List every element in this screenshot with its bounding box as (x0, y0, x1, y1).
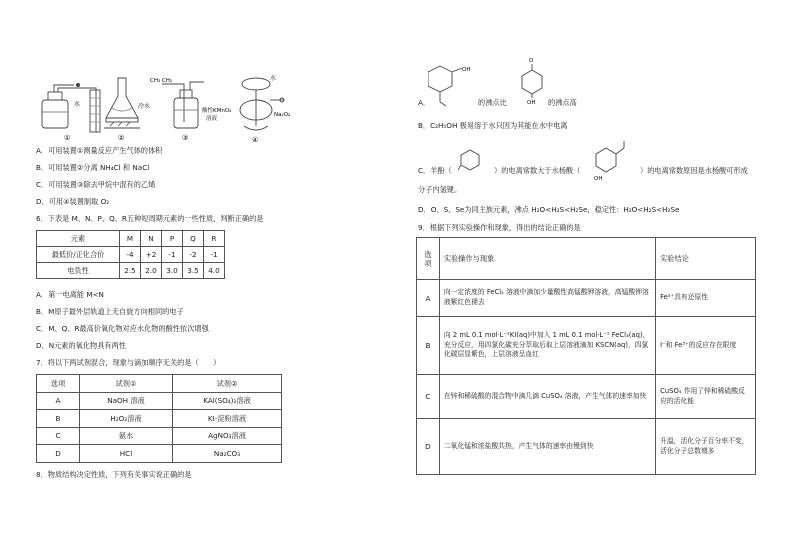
table-header-cell: 选项 (37, 375, 80, 393)
apparatus-figure (34, 70, 304, 148)
table-row (37, 263, 225, 279)
salicylaldehyde-oh-label: OH (462, 67, 471, 73)
table-row (37, 247, 225, 263)
table-cell: B (37, 410, 80, 428)
table-cell: P (162, 231, 183, 247)
q8-option-d: D．O、S、Se为同主族元素，沸点 H₂O<H₂S<H₂Se，稳定性：H₂O<H₂S<H₂Se (418, 205, 680, 214)
q8-option-c-pre: C．羊酚（ (418, 166, 452, 175)
table-cell: M (120, 231, 141, 247)
table-cell: 最低价/正化合价 (37, 247, 120, 263)
q8-option-c-mid: ）的电离常数大于水杨酸（ (494, 166, 581, 175)
table-cell: 向 2 mL 0.1 mol·L⁻¹KI(aq)中加入 1 mL 0.1 mol·L⁻¹ FeCl₃(aq)，充分反应，用四氯化碳充分萃取后取上层溶液滴加 KSCN(aq)，四氯化碳层显紫色，上层溶液呈血红 (439, 317, 655, 375)
p-hydroxybenzaldehyde-o-label: O (529, 58, 534, 64)
table-cell: H₂O₂溶液 (80, 410, 173, 428)
q8-option-b: B．C₂H₅OH 极易溶于水只因为其能在水中电离 (418, 121, 568, 130)
table-header-cell: 实验结论 (656, 238, 756, 280)
p-hydroxybenzaldehyde-structure (518, 56, 548, 106)
table-cell: 升温，活化分子百分率不变，活化分子总数增多 (656, 419, 756, 475)
table-row (37, 410, 282, 428)
q9-table (416, 237, 756, 475)
table-header-cell: 选项 (417, 238, 440, 280)
q8-option-c-line2: 分子内氢键。 (418, 185, 462, 194)
apparatus-label-water1: 水 (74, 101, 81, 108)
table-cell: C (417, 375, 440, 419)
apparatus-label-solution: 溶液 (206, 116, 218, 122)
salicylic-acid-oh-label: OH (594, 176, 603, 182)
q6-option-d: D．N元素的氧化物具有两性 (36, 341, 126, 350)
table-cell: -1 (204, 247, 225, 263)
table-cell: R (204, 231, 225, 247)
table-cell: AgNO₃溶液 (173, 427, 282, 445)
table-cell: 向一定浓度的 FeCl₂ 溶液中滴加少量酸性高锰酸钾溶液，高锰酸钾溶液紫红色褪去 (439, 280, 655, 317)
apparatus-label-kmno4: 酸性KMnO₄ (202, 108, 232, 114)
table-cell: 3.0 (162, 263, 183, 279)
table-cell: 元素 (37, 231, 120, 247)
apparatus-label-n3: ③ (182, 134, 189, 142)
q5-option-a: A．可用装置①测量反应产生气体的体积 (36, 146, 163, 155)
apparatus-label-na2o2: Na₂O₂ (274, 112, 291, 118)
table-cell: KI-淀粉溶液 (173, 410, 282, 428)
table-row (417, 375, 756, 419)
table-cell: C (37, 427, 80, 445)
q8-option-a-prefix: A． (418, 98, 431, 107)
table-cell: 2.5 (120, 263, 141, 279)
table-row (417, 280, 756, 317)
apparatus-2 (104, 78, 140, 128)
q5-option-d: D．可用④装置制取 O₂ (36, 197, 110, 206)
table-cell: -1 (162, 247, 183, 263)
apparatus-label-n4: ④ (252, 136, 259, 144)
p-hydroxybenzaldehyde-oh-label: OH (527, 100, 536, 106)
table-cell: B (417, 317, 440, 375)
apparatus-label-n2: ② (118, 134, 125, 142)
q7-table (36, 374, 282, 463)
table-cell: 氨水 (80, 427, 173, 445)
table-row (37, 392, 282, 410)
table-cell: 在锌和稀硫酸的混合物中滴几滴 CuSO₄ 溶液，产生气体的速率加快 (439, 375, 655, 419)
q6-stem: 6．下表是 M、N、P、Q、R五种短周期元素的一些性质，判断正确的是 (36, 214, 264, 223)
apparatus-1 (42, 83, 100, 132)
table-cell: Na₂CO₃ (173, 445, 282, 463)
apparatus-label-gas: CH₃ CH₂ (150, 78, 173, 84)
q5-option-b: B．可用装置②分离 NH₄Cl 和 NaCl (36, 163, 150, 172)
table-row (417, 317, 756, 375)
phenol-structure (458, 148, 482, 178)
table-row (417, 419, 756, 475)
table-cell: D (37, 445, 80, 463)
table-cell: Fe²⁺具有还原性 (656, 280, 756, 317)
table-header-cell: 实验操作与现象 (439, 238, 655, 280)
table-cell: 二氧化锰和浓盐酸共热，产生气体的速率由慢到快 (439, 419, 655, 475)
table-row (417, 238, 756, 280)
table-cell: I⁻和 Fe³⁺的反应存在限度 (656, 317, 756, 375)
apparatus-label-n1: ① (64, 134, 71, 142)
q6-option-b: B．M原子最外层轨道上无自旋方向相同的电子 (36, 307, 184, 316)
table-cell: 电负性 (37, 263, 120, 279)
q9-stem: 9．根据下列实验操作和现象，得出的结论正确的是 (418, 223, 581, 232)
table-cell: -2 (183, 247, 204, 263)
q7-stem: 7．将以下两试剂混合，现象与滴加顺序无关的是（ ） (36, 358, 221, 367)
table-cell: HCl (80, 445, 173, 463)
q8-option-a-mid: 的沸点比 (478, 98, 507, 107)
apparatus-label-cold-water: 冷水 (138, 103, 151, 110)
table-cell: -4 (120, 247, 141, 263)
table-row (37, 375, 282, 393)
apparatus-label-water4: 水 (270, 75, 277, 82)
table-header-cell: 试剂② (173, 375, 282, 393)
table-cell: Q (183, 231, 204, 247)
table-cell: 4.0 (204, 263, 225, 279)
salicylaldehyde-structure (428, 62, 480, 110)
table-cell: 2.0 (141, 263, 162, 279)
q6-table (36, 230, 225, 279)
table-row (37, 427, 282, 445)
q8-option-c-end: ）的电离常数原因是水杨酸可形成 (640, 166, 748, 175)
table-cell: CuSO₄ 作用了锌和稀硫酸反应的活化能 (656, 375, 756, 419)
table-cell: 3.5 (183, 263, 204, 279)
q8-stem: 8．物质结构决定性质，下列有关事实说正确的是 (36, 470, 192, 479)
table-cell: D (417, 419, 440, 475)
table-cell: N (141, 231, 162, 247)
q8-option-a-end: 的沸点高 (548, 98, 577, 107)
table-cell: A (417, 280, 440, 317)
table-header-cell: 试剂① (80, 375, 173, 393)
table-row (37, 231, 225, 247)
table-row (37, 445, 282, 463)
table-cell: NaOH 溶液 (80, 392, 173, 410)
q5-option-c: C．可用装置③除去甲烷中混有的乙烯 (36, 180, 156, 189)
q6-option-a: A．第一电离能 M<N (36, 290, 104, 299)
table-cell: KAl(SO₄)₂溶液 (173, 392, 282, 410)
q6-option-c: C．M、Q、R最高价氧化物对应水化物的酸性依次增强 (36, 324, 209, 333)
table-cell: A (37, 392, 80, 410)
apparatus-4 (240, 78, 284, 130)
table-cell: +2 (141, 247, 162, 263)
salicylic-acid-structure (592, 138, 632, 184)
apparatus-3 (162, 82, 204, 128)
